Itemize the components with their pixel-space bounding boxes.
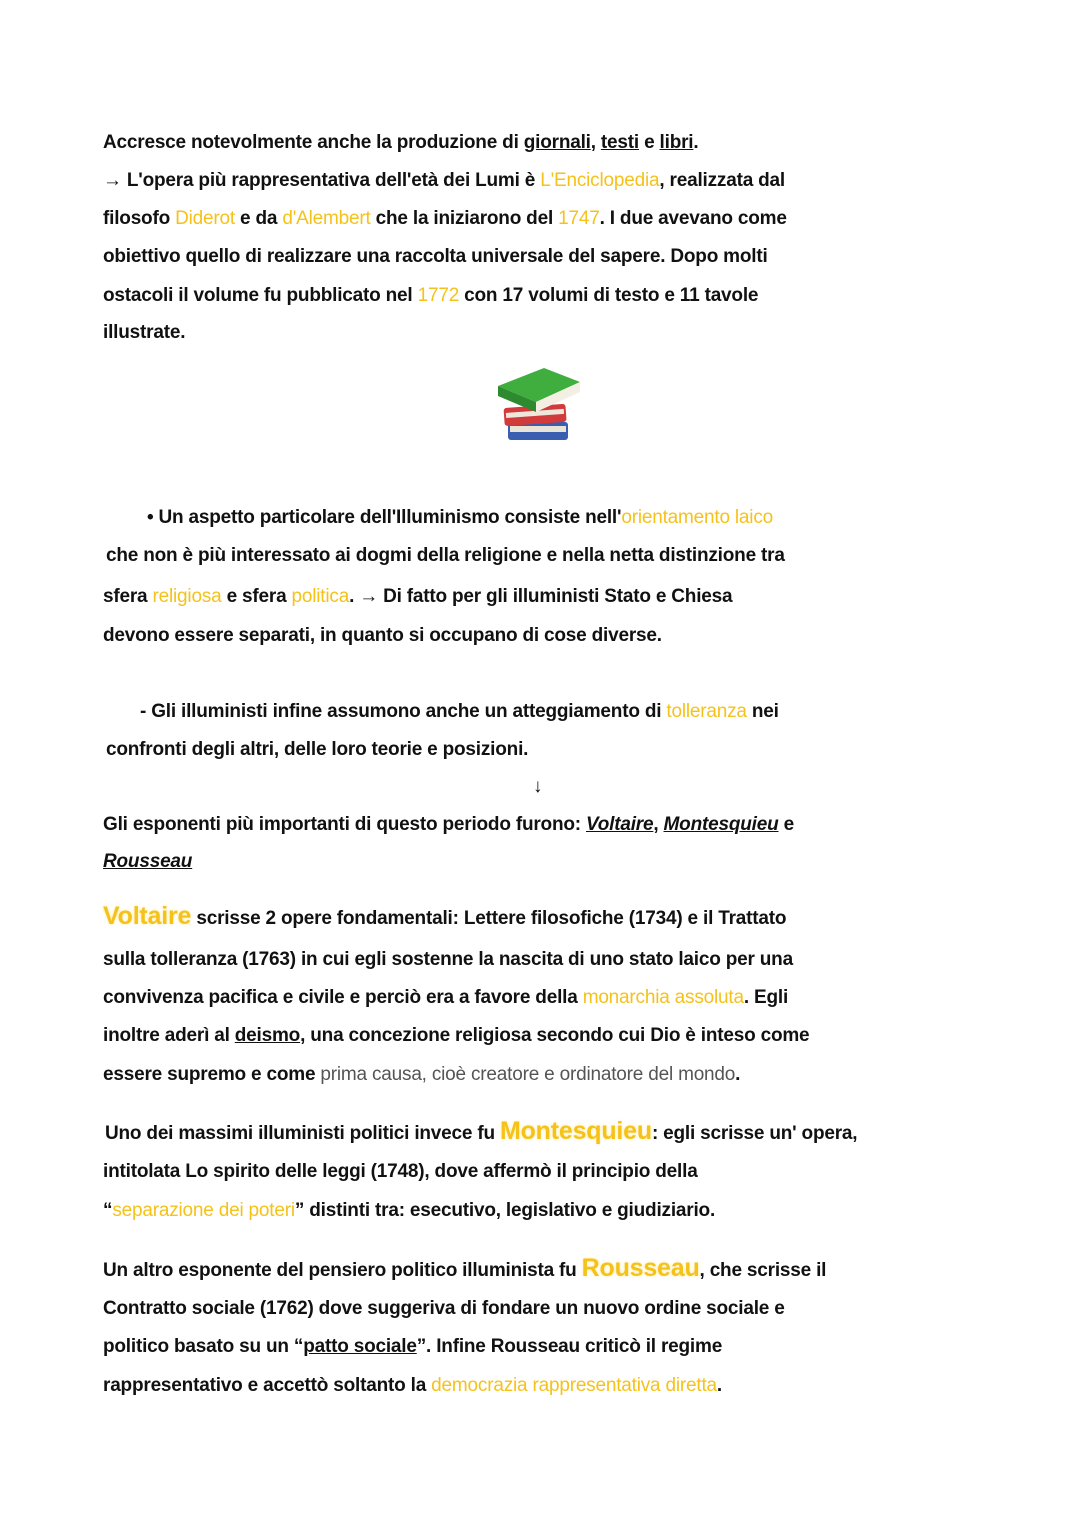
text-segment: e: [778, 814, 794, 835]
highlighted-text: Montesquieu: [499, 1117, 652, 1145]
text-segment: • Un aspetto particolare dell'Illuminismo consiste nell': [147, 507, 622, 528]
text-segment: e: [639, 132, 660, 153]
text-segment: ,: [590, 132, 601, 153]
text-segment: essere supremo e come: [103, 1064, 321, 1085]
text-line: [103, 1160, 698, 1184]
highlighted-text: 1747: [558, 208, 600, 229]
text-segment: che non è più interessato ai dogmi della religione e nella netta distinzione tra: [106, 545, 785, 566]
highlighted-text: politica: [291, 586, 350, 607]
highlighted-text: d'Alembert: [282, 208, 371, 229]
text-segment: .: [693, 132, 699, 153]
text-segment: inoltre aderì al: [103, 1025, 235, 1046]
highlighted-text: prima causa, cioè creatore e ordinatore del mondo: [320, 1064, 736, 1085]
text-line: [106, 738, 528, 762]
highlighted-text: Rousseau: [581, 1254, 700, 1282]
highlighted-text: Rousseau: [103, 851, 193, 872]
text-segment: intitolata Lo spirito delle leggi (1748), dove affermò il principio della: [103, 1161, 698, 1182]
text-segment: e sfera: [221, 586, 292, 607]
text-line: [103, 1335, 722, 1359]
text-segment: , che scrisse il: [699, 1260, 827, 1281]
highlighted-text: patto sociale: [303, 1336, 417, 1357]
text-segment: - Gli illuministi infine assumono anche un atteggiamento di: [140, 701, 667, 722]
books-icon: [494, 364, 584, 448]
text-segment: e da: [234, 208, 283, 229]
text-segment: , realizzata dal: [659, 170, 785, 191]
text-segment: Un altro esponente del pensiero politico illuminista fu: [103, 1260, 582, 1281]
text-line: [105, 1119, 857, 1146]
text-line: [103, 1256, 826, 1283]
text-segment: ”. Infine Rousseau criticò il regime: [416, 1336, 723, 1357]
highlighted-text: democrazia rappresentativa diretta: [431, 1375, 717, 1396]
text-segment: “: [103, 1200, 113, 1221]
text-line: [533, 775, 542, 799]
text-segment: .: [716, 1375, 723, 1396]
highlighted-text: deismo: [234, 1025, 301, 1046]
text-segment: .: [735, 1064, 741, 1085]
text-line: [103, 1297, 785, 1321]
text-segment: devono essere separati, in quanto si occupano di cose diverse.: [103, 625, 662, 646]
text-line: [140, 700, 779, 724]
highlighted-text: 1772: [417, 285, 460, 306]
text-segment: → L'opera più rappresentativa dell'età dei Lumi è: [103, 170, 541, 191]
text-line: [103, 904, 786, 931]
text-line: [103, 1024, 809, 1048]
text-line: [103, 850, 192, 874]
text-segment: ” distinti tra: esecutivo, legislativo e giudiziario.: [294, 1200, 716, 1221]
highlighted-text: separazione dei poteri: [112, 1200, 295, 1221]
text-segment: . Egli: [743, 987, 789, 1008]
text-segment: con 17 volumi di testo e 11 tavole: [459, 285, 759, 306]
highlighted-text: giornali: [523, 132, 591, 153]
text-segment: Uno dei massimi illuministi politici invece fu: [105, 1123, 500, 1144]
text-segment: convivenza pacifica e civile e perciò era a favore della: [103, 987, 583, 1008]
text-segment: rappresentativo e accettò soltanto la: [103, 1375, 432, 1396]
text-segment: ,: [653, 814, 664, 835]
text-line: [103, 1063, 740, 1087]
text-line: [103, 948, 793, 972]
text-line: [103, 1374, 722, 1398]
text-segment: politico basato su un “: [103, 1336, 304, 1357]
text-segment: : egli scrisse un' opera,: [651, 1123, 858, 1144]
text-segment: . → Di fatto per gli illuministi Stato e Chiesa: [349, 586, 733, 607]
text-line: [103, 207, 787, 231]
text-segment: Accresce notevolmente anche la produzione di: [103, 132, 524, 153]
text-segment: obiettivo quello di realizzare una raccolta universale del sapere. Dopo molti: [103, 246, 768, 267]
highlighted-text: orientamento laico: [621, 507, 773, 528]
highlighted-text: religiosa: [152, 586, 222, 607]
text-segment: , una concezione religiosa secondo cui Dio è inteso come: [300, 1025, 810, 1046]
text-segment: . I due avevano come: [599, 208, 787, 229]
text-line: [103, 986, 788, 1010]
highlighted-text: Voltaire: [585, 814, 654, 835]
text-segment: scrisse 2 opere fondamentali: Lettere filosofiche (1734) e il Trattato: [191, 908, 787, 929]
text-segment: nei: [746, 701, 779, 722]
highlighted-text: libri: [659, 132, 694, 153]
highlighted-text: testi: [600, 132, 639, 153]
highlighted-text: Montesquieu: [663, 814, 779, 835]
highlighted-text: monarchia assoluta: [582, 987, 744, 1008]
text-segment: che la iniziarono del: [370, 208, 559, 229]
text-segment: sfera: [103, 586, 153, 607]
highlighted-text: Diderot: [175, 208, 235, 229]
text-line: [103, 245, 768, 269]
text-line: [103, 169, 785, 193]
highlighted-text: tolleranza: [666, 701, 747, 722]
text-line: [103, 1199, 715, 1223]
text-segment: confronti degli altri, delle loro teorie e posizioni.: [106, 739, 529, 760]
highlighted-text: L'Enciclopedia: [540, 170, 660, 191]
text-line: [103, 321, 185, 345]
text-segment: ostacoli il volume fu pubblicato nel: [103, 285, 418, 306]
text-line: [147, 506, 773, 530]
text-segment: Gli esponenti più importanti di questo periodo furono:: [103, 814, 586, 835]
text-line: [106, 544, 785, 568]
text-segment: ↓: [533, 776, 543, 797]
text-line: [103, 585, 732, 609]
text-segment: sulla tolleranza (1763) in cui egli sostenne la nascita di uno stato laico per una: [103, 949, 793, 970]
text-line: [103, 284, 758, 308]
text-line: [103, 624, 662, 648]
text-segment: filosofo: [103, 208, 176, 229]
text-line: [103, 131, 698, 155]
text-segment: illustrate.: [103, 322, 186, 343]
highlighted-text: Voltaire: [103, 902, 192, 930]
text-segment: Contratto sociale (1762) dove suggeriva di fondare un nuovo ordine sociale e: [103, 1298, 785, 1319]
text-line: [103, 813, 794, 837]
